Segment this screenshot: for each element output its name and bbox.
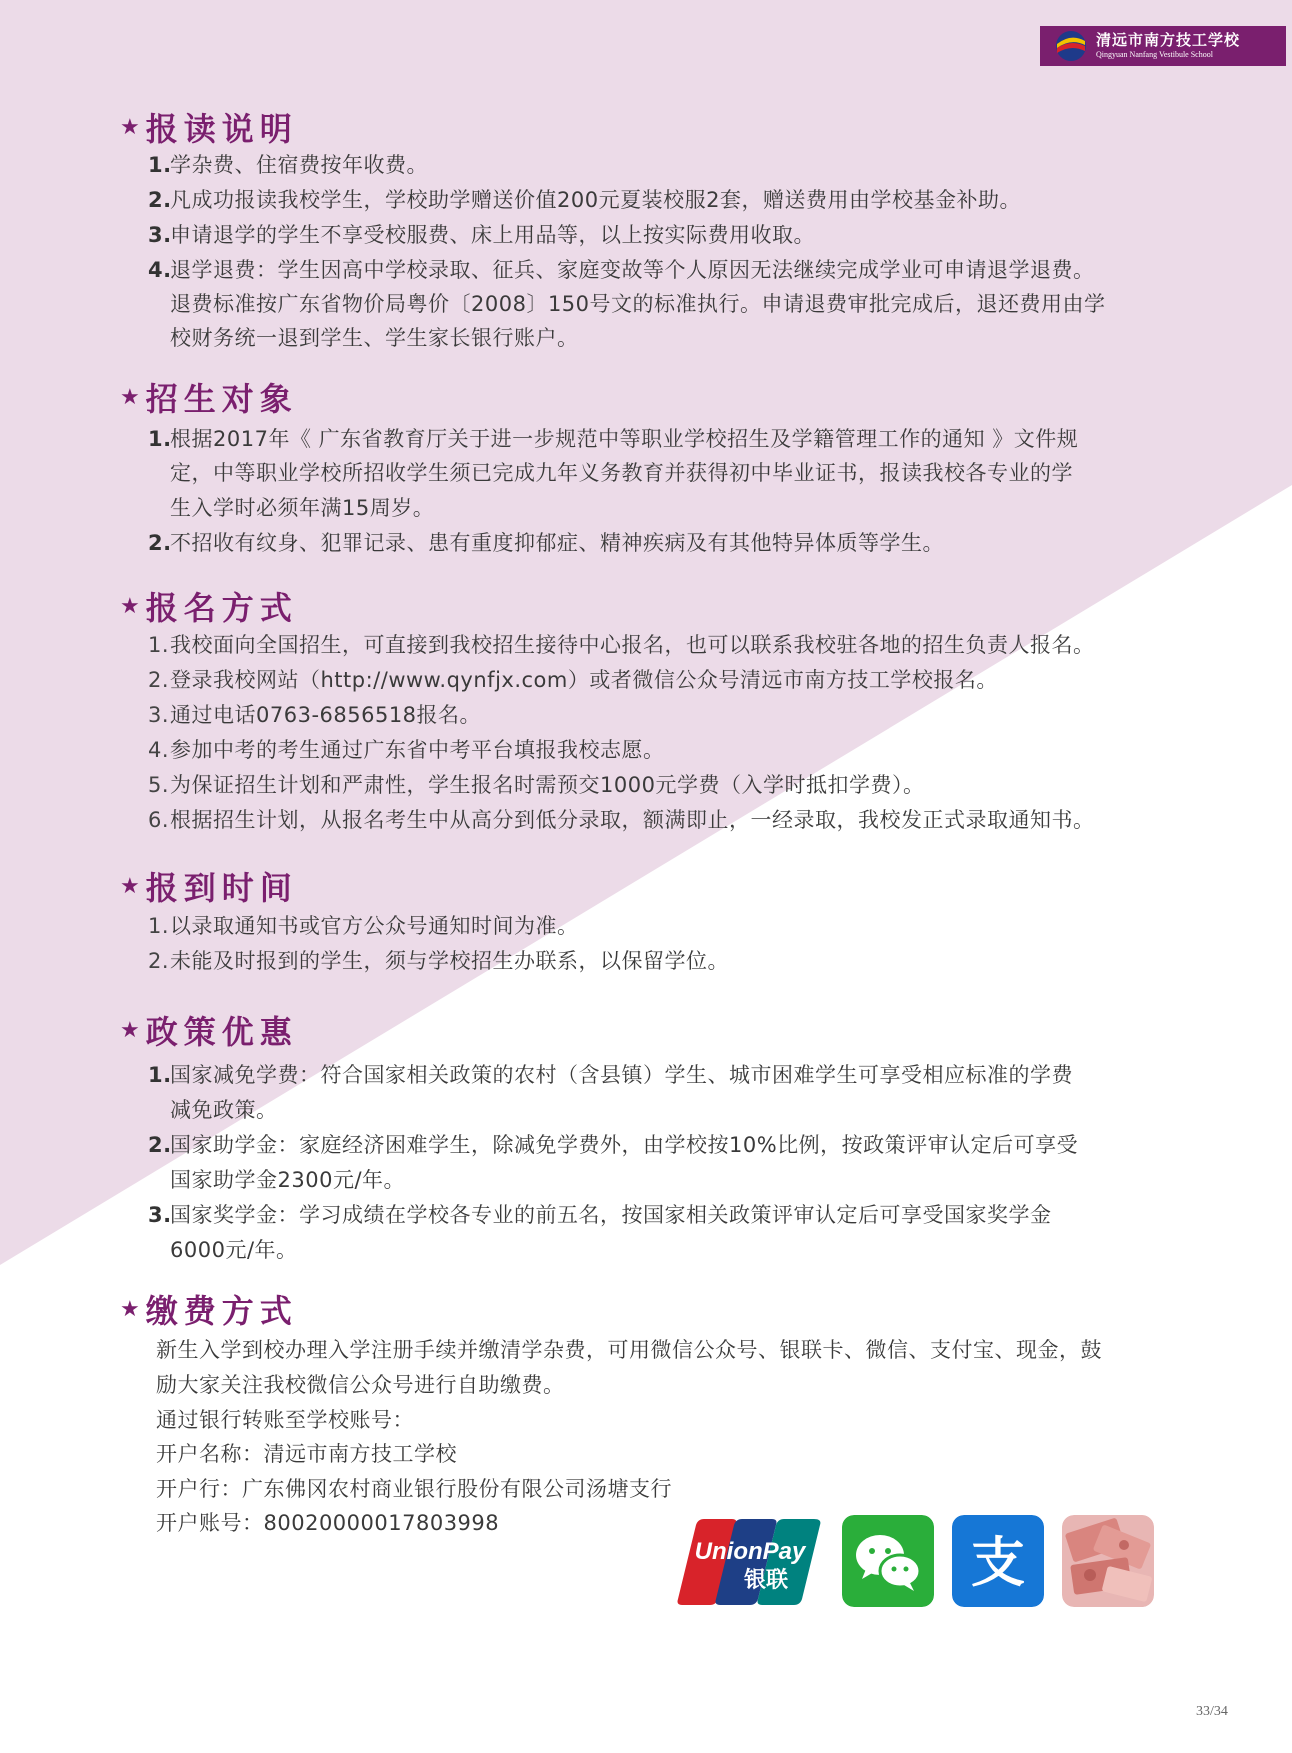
account-number: 开户账号：80020000017803998 <box>156 1511 500 1535</box>
section-title-policy: ★ 政策优惠 <box>120 1013 298 1051</box>
svg-text:银联: 银联 <box>743 1568 789 1593</box>
list-item: 2.凡成功报读我校学生，学校助学赠送价值200元夏装校服2套，赠送费用由学校基金补助。 <box>148 188 1021 212</box>
list-item: 1.国家减免学费：符合国家相关政策的农村（含县镇）学生、城市困难学生可享受相应标准的学费 <box>148 1063 1073 1087</box>
section-title-payment: ★ 缴费方式 <box>120 1292 298 1330</box>
list-item: 6.根据招生计划，从报名考生中从高分到低分录取，额满即止，一经录取，我校发正式录取通知书。 <box>148 808 1095 832</box>
list-item: 1.学杂费、住宿费按年收费。 <box>148 153 428 177</box>
list-item-continuation: 国家助学金2300元/年。 <box>170 1168 406 1192</box>
list-item: 1.以录取通知书或官方公众号通知时间为准。 <box>148 914 579 938</box>
star-icon: ★ <box>120 593 140 619</box>
wechat-pay-icon <box>842 1515 934 1607</box>
list-item: 3.国家奖学金：学习成绩在学校各专业的前五名，按国家相关政策评审认定后可享受国家奖学金 <box>148 1203 1052 1227</box>
list-item: 4.退学退费：学生因高中学校录取、征兵、家庭变故等个人原因无法继续完成学业可申请退学退费。 <box>148 258 1095 282</box>
section-title-report-time: ★ 报到时间 <box>120 869 298 907</box>
star-icon: ★ <box>120 114 140 140</box>
school-emblem-icon <box>1054 29 1088 63</box>
bank-transfer-label: 通过银行转账至学校账号： <box>156 1408 414 1432</box>
svg-text:支: 支 <box>971 1531 1025 1594</box>
list-item-continuation: 6000元/年。 <box>170 1238 298 1262</box>
account-bank: 开户行：广东佛冈农村商业银行股份有限公司汤塘支行 <box>156 1477 672 1501</box>
page-number: 33/34 <box>1196 1704 1228 1719</box>
star-icon: ★ <box>120 873 140 899</box>
payment-text: 励大家关注我校微信公众号进行自助缴费。 <box>156 1373 565 1397</box>
list-item: 3.申请退学的学生不享受校服费、床上用品等，以上按实际费用收取。 <box>148 223 815 247</box>
list-item: 2.未能及时报到的学生，须与学校招生办联系，以保留学位。 <box>148 949 729 973</box>
list-item: 2.不招收有纹身、犯罪记录、患有重度抑郁症、精神疾病及有其他特异体质等学生。 <box>148 531 944 555</box>
list-item-continuation: 减免政策。 <box>170 1098 278 1122</box>
school-name-cn: 清远市南方技工学校 <box>1096 31 1241 49</box>
list-item: 1.根据2017年《 广东省教育厅关于进一步规范中等职业学校招生及学籍管理工作的通知 》文件规 <box>148 427 1079 451</box>
section-title-registration: ★ 报名方式 <box>120 589 298 627</box>
list-item: 1.我校面向全国招生，可直接到我校招生接待中心报名，也可以联系我校驻各地的招生负责人报名。 <box>148 633 1095 657</box>
star-icon: ★ <box>120 384 140 410</box>
school-logo <box>1040 26 1286 66</box>
alipay-icon <box>952 1515 1044 1607</box>
list-item: 5.为保证招生计划和严肃性，学生报名时需预交1000元学费（入学时抵扣学费）。 <box>148 773 925 797</box>
list-item: 3.通过电话0763-6856518报名。 <box>148 703 482 727</box>
star-icon: ★ <box>120 1296 140 1322</box>
star-icon: ★ <box>120 1017 140 1043</box>
unionpay-icon <box>676 1515 822 1607</box>
payment-text: 新生入学到校办理入学注册手续并缴清学杂费，可用微信公众号、银联卡、微信、支付宝、现金，鼓 <box>156 1338 1102 1362</box>
cash-icon <box>1062 1515 1154 1607</box>
svg-text:UnionPay: UnionPay <box>694 1538 806 1565</box>
list-item: 2.国家助学金：家庭经济困难学生，除减免学费外，由学校按10%比例，按政策评审认定后可享受 <box>148 1133 1079 1157</box>
list-item: 4.参加中考的考生通过广东省中考平台填报我校志愿。 <box>148 738 665 762</box>
list-item-continuation: 退费标准按广东省物价局粤价〔2008〕150号文的标准执行。申请退费审批完成后，退还费用由学 <box>170 292 1106 316</box>
list-item: 2.登录我校网站（http://www.qynfjx.com）或者微信公众号清远市南方技工学校报名。 <box>148 668 998 692</box>
list-item-continuation: 校财务统一退到学生、学生家长银行账户。 <box>170 326 579 350</box>
list-item-continuation: 定，中等职业学校所招收学生须已完成九年义务教育并获得初中毕业证书，报读我校各专业的学 <box>170 461 1073 485</box>
account-name: 开户名称：清远市南方技工学校 <box>156 1442 457 1466</box>
section-title-target: ★ 招生对象 <box>120 380 298 418</box>
section-title-enroll-notes: ★ 报读说明 <box>120 110 298 148</box>
list-item-continuation: 生入学时必须年满15周岁。 <box>170 496 435 520</box>
payment-icons <box>676 1515 1156 1609</box>
school-name-en: Qingyuan Nanfang Vestibule School <box>1096 50 1213 59</box>
